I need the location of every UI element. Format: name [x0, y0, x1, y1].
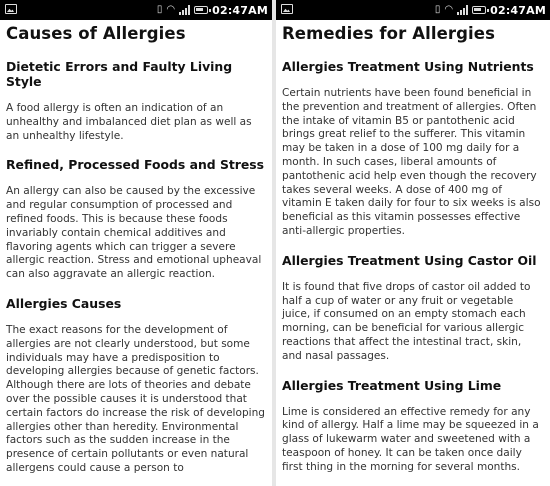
status-icons — [435, 3, 546, 17]
section-body: Certain nutrients have been found beneficial in the prevention and treatment of allergies. Often the intake of vitamin B5 or pantothenic acid brings great relief to the sufferer. This vitamin may be taken in a dose of 100 mg daily for a month. In such cases, liberal amounts of pantothenic acid help even though the recovery takes several weeks. A dose of 400 mg of vitamin E taken daily for four to six weeks is also beneficial as this vitamin possesses effective anti-allergic properties. — [282, 87, 541, 237]
right-phone-screen — [276, 0, 550, 486]
status-clock: 02:47AM — [212, 3, 268, 17]
vibrate-icon: ▯ — [434, 4, 441, 15]
image-notification-icon — [5, 4, 17, 14]
status-icons — [157, 3, 268, 17]
page-title: Remedies for Allergies — [282, 24, 495, 43]
section-heading: Allergies Causes — [6, 295, 122, 311]
vibrate-icon: ▯ — [156, 4, 163, 15]
signal-icon — [179, 5, 190, 15]
section-heading: Allergies Treatment Using Nutrients — [282, 59, 534, 74]
article-content[interactable] — [276, 20, 550, 475]
section-heading: Allergies Treatment Using Lime — [282, 377, 502, 393]
wifi-icon: ◠ — [166, 4, 176, 15]
section-body: The exact reasons for the development of allergies are not clearly understood, but some individuals may have a predisposition to developing allergies because of genetic factors. Although there are lots of theories and debate over the possible causes it is understood that certain factors do increase the risk of developing allergies other than heredity. Environmental factors such as the sudden increase in the presence of certain pollutants or even natural allergens could cause a person to — [6, 323, 265, 474]
image-notification-icon — [281, 4, 293, 14]
status-clock: 02:47AM — [490, 3, 546, 17]
section-body: It is found that five drops of castor oil added to half a cup of water or any fruit or vegetable juice, if consumed on an empty stomach each morning, can be beneficial for various allergic reactions that affect the intestinal tract, skin, and nasal passages. — [282, 280, 531, 362]
section-heading: Dietetic Errors and Faulty Living Style — [6, 59, 233, 89]
page-title: Causes of Allergies — [6, 24, 186, 43]
wifi-icon: ◠ — [444, 4, 454, 15]
section-body: An allergy can also be caused by the excessive and regular consumption of processed and refined foods. This is because these foods invariably contain chemical additives and flavoring agents which can trigger a severe allergic reaction. Stress and emotional upheaval can also aggravate an allergic reaction. — [6, 185, 262, 281]
article-content[interactable] — [0, 20, 272, 476]
section-heading: Allergies Treatment Using Castor Oil — [282, 252, 537, 268]
status-bar — [0, 0, 272, 20]
battery-icon — [472, 6, 486, 14]
section-body: Lime is considered an effective remedy for any kind of allergy. Half a lime may be squeezed in a glass of lukewarm water and sweetened with a teaspoon of honey. It can be taken once daily first thing in the morning for several months. — [282, 405, 539, 473]
battery-icon — [194, 6, 208, 14]
section-body: A food allergy is often an indication of an unhealthy and imbalanced diet plan as well as an unhealthy lifestyle. — [6, 102, 252, 142]
section-heading: Refined, Processed Foods and Stress — [6, 157, 265, 173]
status-bar — [276, 0, 550, 20]
left-phone-screen — [0, 0, 272, 486]
signal-icon — [457, 5, 468, 15]
